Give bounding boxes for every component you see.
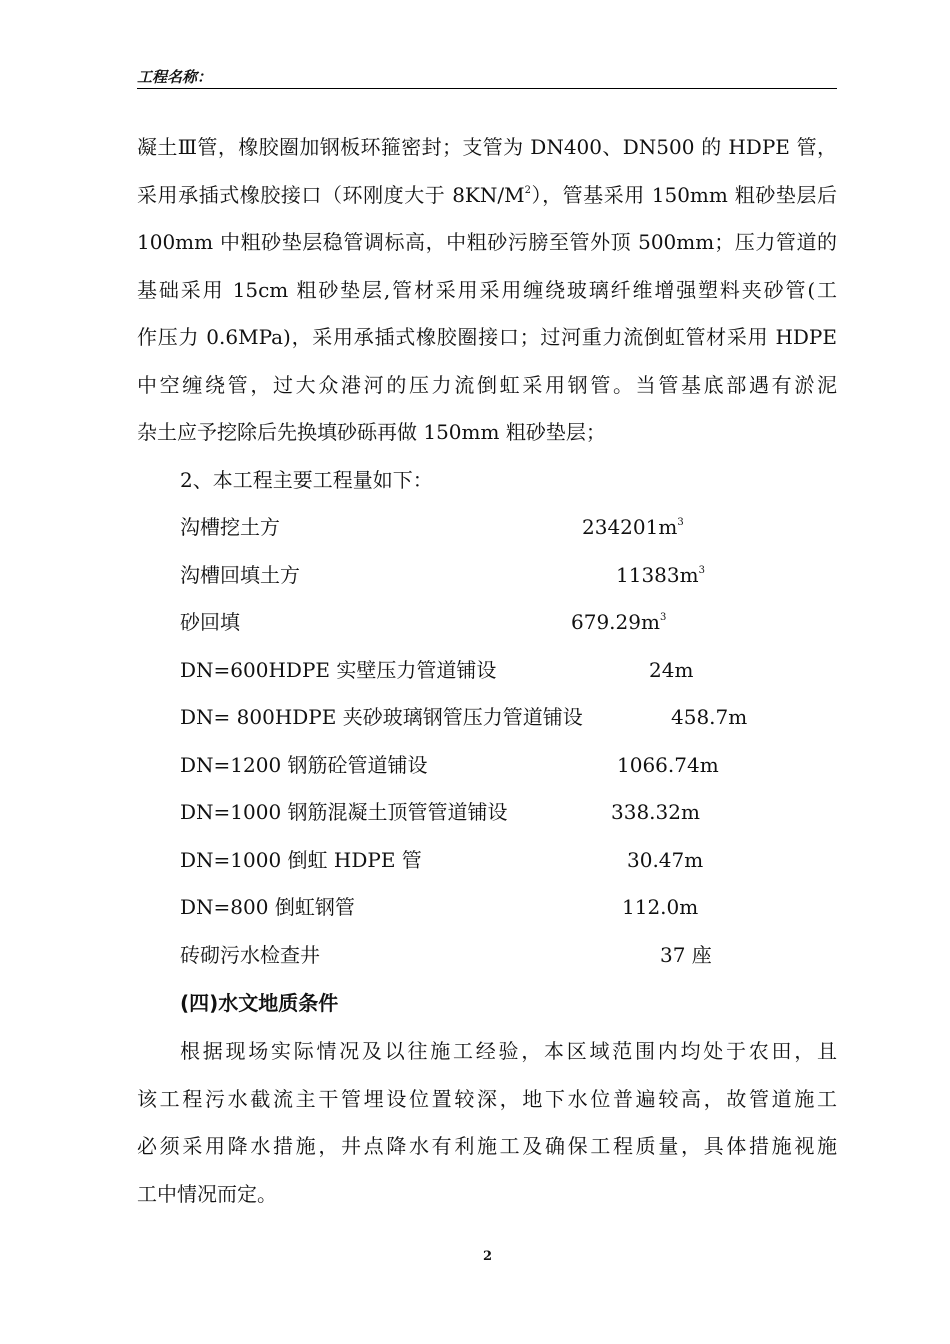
paragraph-line: 工中情况而定。 (137, 1182, 277, 1206)
quantity-label: 砖砌污水检查井 (180, 943, 320, 967)
header-divider (137, 88, 837, 89)
quantity-value: $679.29m^3$ (571, 610, 667, 634)
quantity-value: 24m (649, 658, 694, 682)
section-heading: (四)水文地质条件 (180, 991, 339, 1015)
quantity-value: 338.32m (611, 800, 700, 824)
quantity-value: $234201m^3$ (582, 515, 684, 539)
quantity-label: DN=600HDPE 实壁压力管道铺设 (180, 658, 497, 682)
quantity-label: DN=800 倒虹钢管 (180, 895, 355, 919)
quantity-label: 砂回填 (180, 610, 240, 634)
quantity-label: DN= 800HDPE 夹砂玻璃钢管压力管道铺设 (180, 705, 583, 729)
quantity-label: 沟槽挖土方 (180, 515, 280, 539)
project-name-label: 工程名称： (137, 68, 213, 86)
quantity-value: 458.7m (671, 705, 748, 729)
quantities-intro: 2、本工程主要工程量如下： (180, 468, 433, 492)
quantity-label: DN=1200 钢筋砼管道铺设 (180, 753, 428, 777)
paragraph-line: 根据现场实际情况及以往施工经验，本区域范围内均处于农田，且 (180, 1039, 837, 1063)
paragraph-line: 作压力 0.6MPa)，采用承插式橡胶圈接口；过河重力流倒虹管材采用 HDPE (137, 325, 837, 349)
paragraph-line: 采用承插式橡胶接口（环刚度大于 $8KN/M^2$），管基采用 150mm 粗砂垫层后 (137, 183, 837, 207)
quantity-value: $11383m^3$ (616, 563, 705, 587)
paragraph-line: 凝土Ⅲ管，橡胶圈加钢板环箍密封；支管为 DN400、DN500 的 HDPE 管， (137, 135, 837, 159)
paragraph-line: 该工程污水截流主干管埋设位置较深，地下水位普遍较高，故管道施工 (137, 1087, 837, 1111)
quantity-value: 37 座 (660, 943, 712, 967)
paragraph-line: 必须采用降水措施，井点降水有利施工及确保工程质量，具体措施视施 (137, 1134, 837, 1158)
paragraph-line: 中空缠绕管，过大众港河的压力流倒虹采用钢管。当管基底部遇有淤泥 (137, 373, 837, 397)
page-number: 2 (482, 1249, 493, 1264)
quantity-label: DN=1000 倒虹 HDPE 管 (180, 848, 422, 872)
quantity-value: 112.0m (622, 895, 699, 919)
quantity-value: 30.47m (627, 848, 704, 872)
paragraph-line: 100mm 中粗砂垫层稳管调标高，中粗砂污膀至管外顶 500mm；压力管道的 (137, 230, 837, 254)
paragraph-line: 基础采用 15cm 粗砂垫层,管材采用采用缠绕玻璃纤维增强塑料夹砂管(工 (137, 278, 837, 302)
quantity-label: 沟槽回填土方 (180, 563, 300, 587)
paragraph-line: 杂土应予挖除后先换填砂砾再做 150mm 粗砂垫层； (137, 420, 606, 444)
quantity-value: 1066.74m (617, 753, 719, 777)
quantity-label: DN=1000 钢筋混凝土顶管管道铺设 (180, 800, 508, 824)
